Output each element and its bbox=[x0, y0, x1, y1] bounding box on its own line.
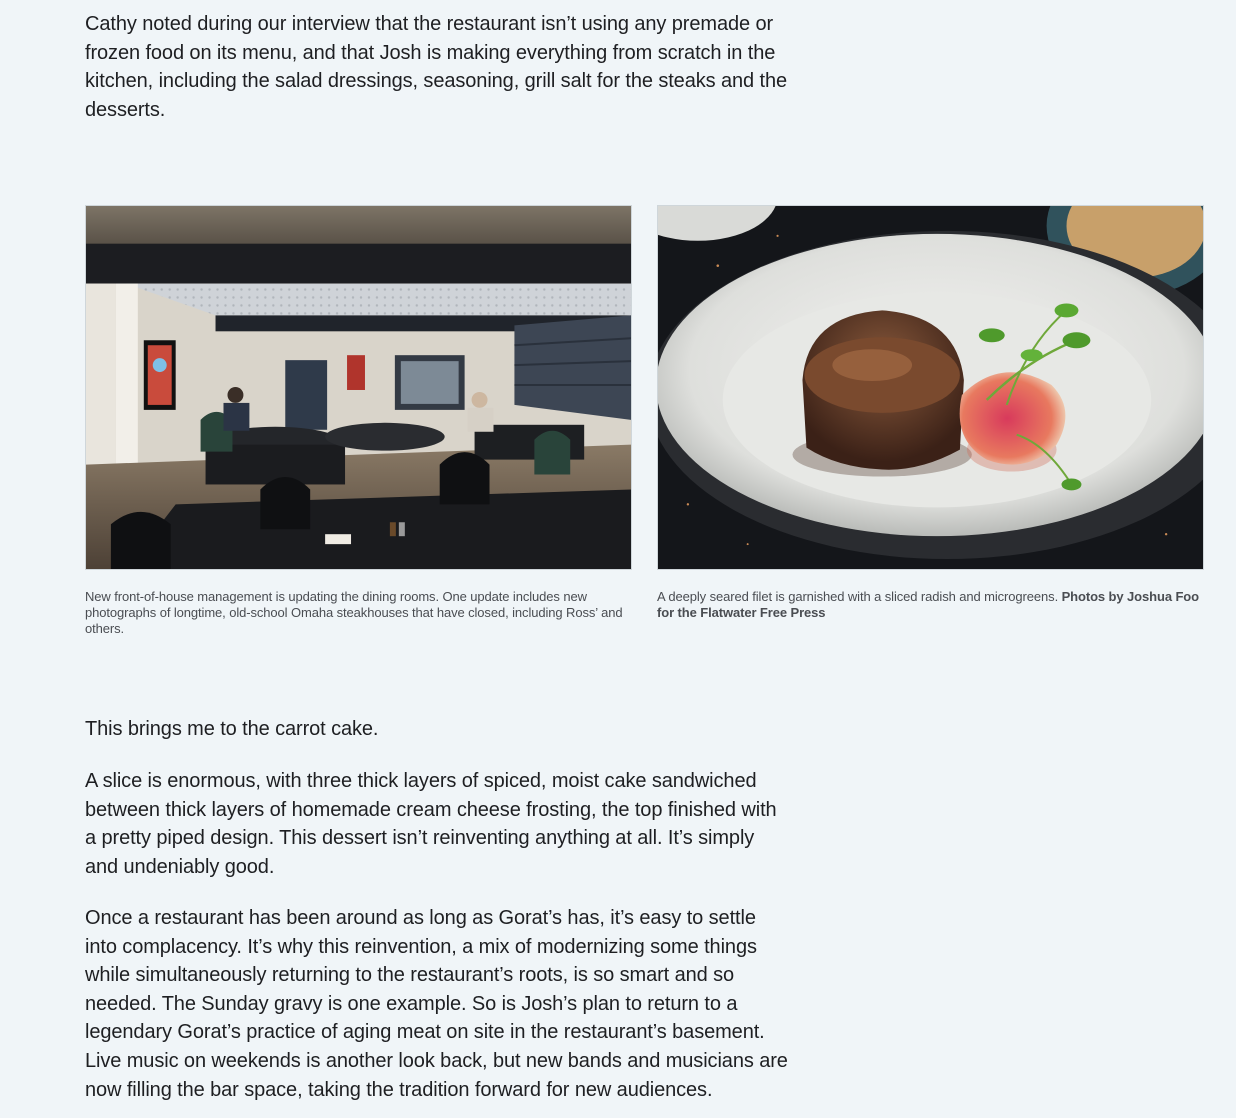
photo-gallery bbox=[85, 205, 1205, 645]
dining-room-caption-text: New front-of-house management is updating the dining rooms. One update includes new photographs of longtime, old-school Omaha steakhouses that have closed, including Ross’ and others. bbox=[85, 589, 623, 636]
dining-room-caption bbox=[85, 589, 632, 637]
gallery-figure-filet bbox=[657, 205, 1204, 621]
cake-slice-paragraph: A slice is enormous, with three thick layers of spiced, moist cake sandwiched between thick layers of homemade cream cheese frosting, the top finished with a pretty piped design. This dessert isn’t reinventing anything at all. It’s simply and undeniably good. bbox=[85, 770, 777, 878]
gallery-figure-dining-room bbox=[85, 205, 632, 637]
reinvention-paragraph: Once a restaurant has been around as long as Gorat’s has, it’s easy to settle into complacency. It’s why this reinvention, a mix of modernizing some things while simultaneously returning to the restaurant’s roots, is so smart and so needed. The Sunday gravy is one example. So is Josh’s plan to return to a legendary Gorat’s practice of aging meat on site in the restaurant’s basement. Live music on weekends is another look back, but new bands and musicians are now filling the bar space, taking the tradition forward for new audiences. bbox=[85, 907, 788, 1101]
filet-caption bbox=[657, 589, 1204, 621]
photo-credit: Photos by Joshua Foo for the Flatwater Free Press bbox=[657, 589, 1199, 620]
filet-caption-text: A deeply seared filet is garnished with a sliced radish and microgreens. bbox=[657, 589, 1062, 604]
filet-steak-photo[interactable] bbox=[657, 205, 1204, 570]
intro-paragraph: Cathy noted during our interview that the restaurant isn’t using any premade or frozen food on its menu, and that Josh is making everything from scratch in the kitchen, including the salad dressings, seasoning, grill salt for the steaks and the desserts. bbox=[85, 13, 788, 121]
carrot-cake-paragraph: This brings me to the carrot cake. bbox=[85, 718, 379, 740]
dining-room-photo[interactable] bbox=[85, 205, 632, 570]
